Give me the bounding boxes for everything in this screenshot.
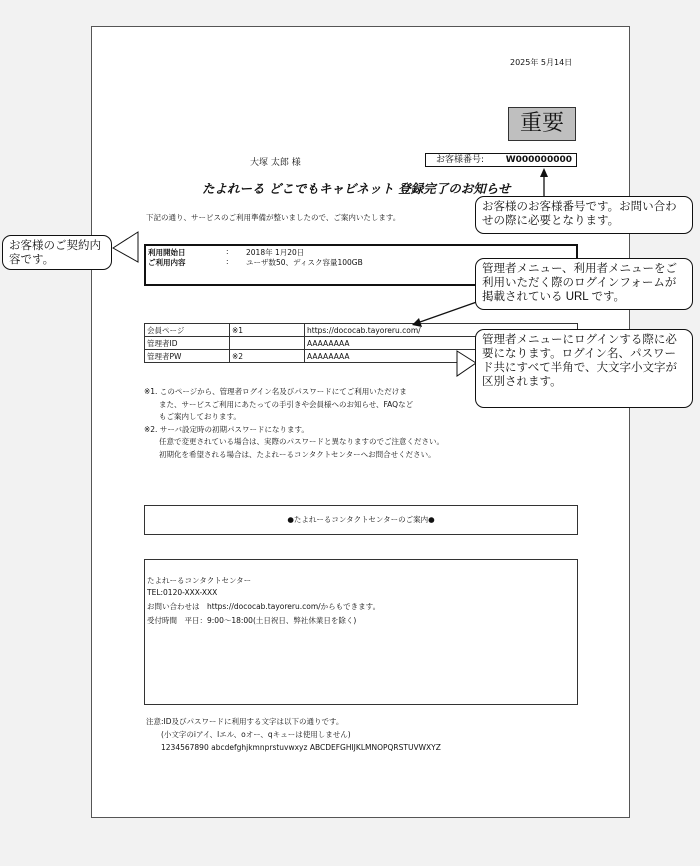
addressee: 大塚 太郎 様 (250, 158, 301, 168)
table-cell-note: ※1 (230, 324, 305, 337)
table-cell-value: https://dococab.tayoreru.com/ (305, 324, 578, 337)
callout-customer-number: お客様のお客様番号です。お問い合わせの際に必要となります。 (475, 196, 693, 234)
customer-number-arrowhead (540, 168, 548, 177)
footnote-line: 注意:ID及びパスワードに利用する文字は以下の通りです。 (146, 717, 344, 726)
table-cell-label: 管理者PW (145, 350, 230, 363)
intro-text: 下記の通り、サービスのご利用準備が整いましたので、ご案内いたします。 (146, 213, 401, 222)
contract-value: ユーザ数50、ディスク容量100GB (246, 258, 363, 267)
note-line: ※1. このページから、管理者ログイン名及びパスワードにてご利用いただけま (144, 387, 407, 396)
contract-value: 2018年 1月20日 (246, 248, 305, 257)
table-cell-note: ※2 (230, 350, 305, 363)
note-line: 初期化を希望される場合は、たよれーるコンタクトセンターへお問合せください。 (159, 449, 436, 459)
important-stamp: 重要 (508, 107, 576, 141)
note-line: 任意で変更されている場合は、実際のパスワードと異なりますのでご注意ください。 (159, 437, 444, 447)
note-line: また、サービスご利用にあたっての手引きや会員様へのお知らせ、FAQなど (159, 399, 414, 409)
contact-line: お問い合わせは https://dococab.tayoreru.com/からもできます。 (147, 602, 381, 611)
login-url-arrowhead (412, 318, 422, 327)
callout-contract: お客様のご契約内容です。 (2, 235, 112, 270)
table-cell-value: AAAAAAAA (305, 337, 578, 350)
contract-label: ご利用内容 (148, 258, 186, 267)
table-cell-value: AAAAAAAA (305, 350, 578, 363)
customer-number-value: W000000000 (505, 155, 572, 165)
customer-number-label: お客様番号: (436, 155, 485, 165)
contact-line: たよれーるコンタクトセンター (147, 576, 252, 585)
table-cell-label: 管理者ID (145, 337, 230, 350)
footnote-line: (小文字のiアイ、lエル、oオー、qキューは使用しません) (161, 730, 351, 739)
contract-callout-pointer (113, 232, 138, 262)
callout-login-credentials: 管理者メニューにログインする際に必要になります。ログイン名、パスワード共にすべて半角で、大文字小文字が区別されます。 (475, 329, 693, 408)
credentials-callout-pointer (457, 351, 476, 376)
contract-colon: : (226, 247, 229, 256)
note-line: ※2. サーバ設定時の初期パスワードになります。 (144, 424, 309, 434)
callout-login-url: 管理者メニュー、利用者メニューをご利用いただく際のログインフォームが掲載されている URL です。 (475, 258, 693, 310)
note-line: もご案内しております。 (159, 412, 241, 422)
document-date: 2025年 5月14日 (510, 58, 573, 67)
document-title: たよれーる どこでもキャビネット 登録完了のお知らせ (202, 181, 511, 196)
contact-line: TEL:0120-XXX-XXX (147, 588, 218, 597)
table-cell-label: 会員ページ (145, 324, 230, 337)
contact-center-heading: ●たよれーるコンタクトセンターのご案内● (144, 505, 578, 535)
contract-label: 利用開始日 (148, 248, 186, 257)
footnote-line: 1234567890 abcdefghjkmnprstuvwxyz ABCDEFGHIJKLMNOPQRSTUVWXYZ (161, 743, 441, 752)
contact-line: 受付時間 平日：9:00～18:00(土日祝日、弊社休業日を除く) (147, 616, 357, 625)
contract-colon: : (226, 257, 229, 266)
